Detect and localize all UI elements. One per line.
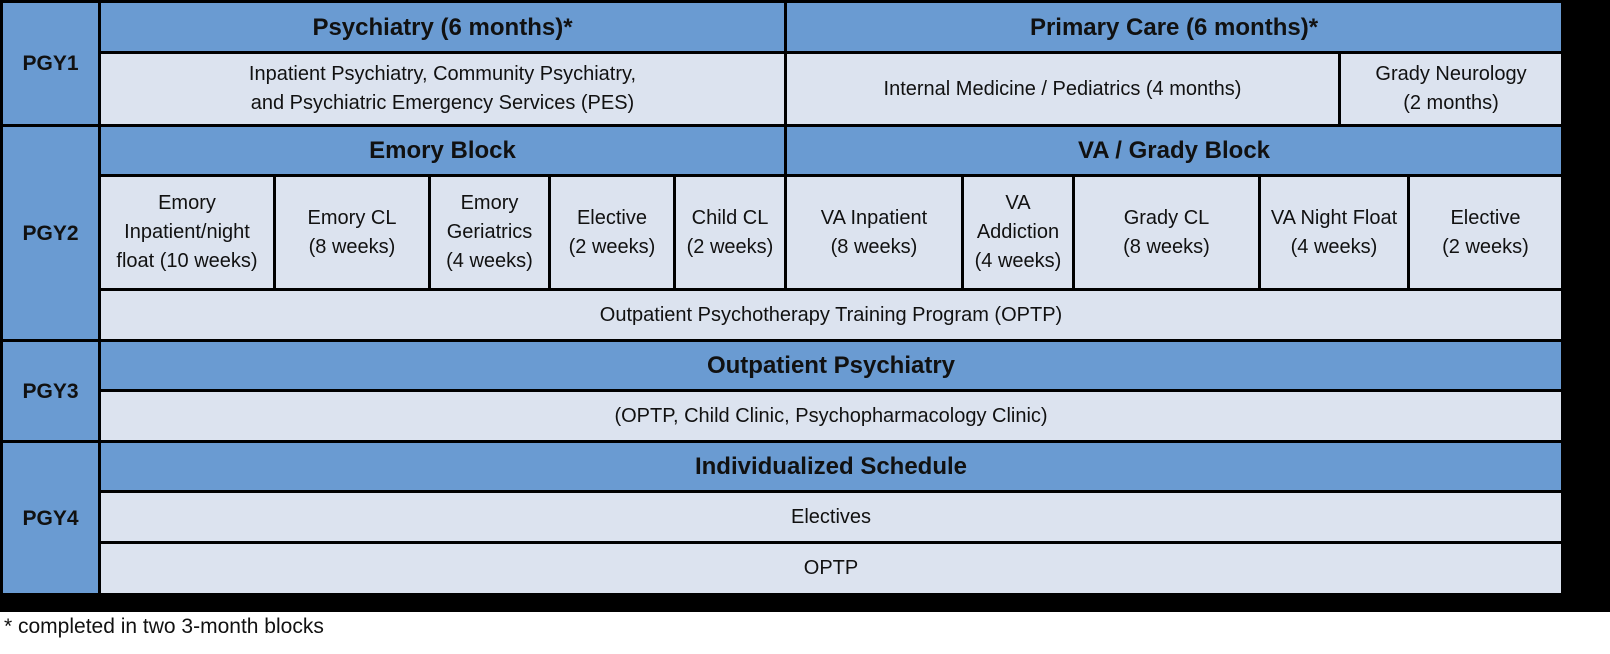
pgy4-electives: Electives — [101, 493, 1561, 541]
year-label-pgy1: PGY1 — [3, 3, 98, 124]
pgy3-outpatient-detail: (OPTP, Child Clinic, Psychopharmacology Clinic) — [101, 392, 1561, 440]
pgy2-rotation-emory-inpatient: Emory Inpatient/night float (10 weeks) — [101, 177, 273, 288]
pgy1-neurology: Grady Neurology (2 months) — [1341, 54, 1561, 124]
year-label-pgy2: PGY2 — [3, 127, 98, 339]
pgy1-primary-care-header: Primary Care (6 months)* — [787, 3, 1561, 51]
year-label-pgy4: PGY4 — [3, 443, 98, 593]
year-label-pgy3: PGY3 — [3, 342, 98, 440]
pgy3-outpatient-header: Outpatient Psychiatry — [101, 342, 1561, 389]
pgy1-psychiatry-header: Psychiatry (6 months)* — [101, 3, 784, 51]
pgy4-optp: OPTP — [101, 544, 1561, 593]
pgy2-rotation-emory-cl: Emory CL (8 weeks) — [276, 177, 428, 288]
pgy1-internal-medicine: Internal Medicine / Pediatrics (4 months) — [787, 54, 1338, 124]
pgy2-rotation-child-cl: Child CL (2 weeks) — [676, 177, 784, 288]
pgy2-rotation-va-inpatient: VA Inpatient (8 weeks) — [787, 177, 961, 288]
pgy2-rotation-va-elective: Elective (2 weeks) — [1410, 177, 1561, 288]
pgy2-rotation-grady-cl: Grady CL (8 weeks) — [1075, 177, 1258, 288]
pgy1-psychiatry-detail: Inpatient Psychiatry, Community Psychiatry, and Psychiatric Emergency Services (PES) — [101, 54, 784, 124]
pgy2-rotation-va-night-float: VA Night Float (4 weeks) — [1261, 177, 1407, 288]
pgy2-rotation-emory-elective: Elective (2 weeks) — [551, 177, 673, 288]
footnote: * completed in two 3-month blocks — [4, 615, 324, 638]
pgy4-individualized-header: Individualized Schedule — [101, 443, 1561, 490]
pgy2-optp: Outpatient Psychotherapy Training Program (OPTP) — [101, 291, 1561, 339]
pgy2-emory-block-header: Emory Block — [101, 127, 784, 174]
pgy2-rotation-va-addiction: VA Addiction (4 weeks) — [964, 177, 1072, 288]
pgy2-rotation-emory-geriatrics: Emory Geriatrics (4 weeks) — [431, 177, 548, 288]
pgy2-va-grady-block-header: VA / Grady Block — [787, 127, 1561, 174]
